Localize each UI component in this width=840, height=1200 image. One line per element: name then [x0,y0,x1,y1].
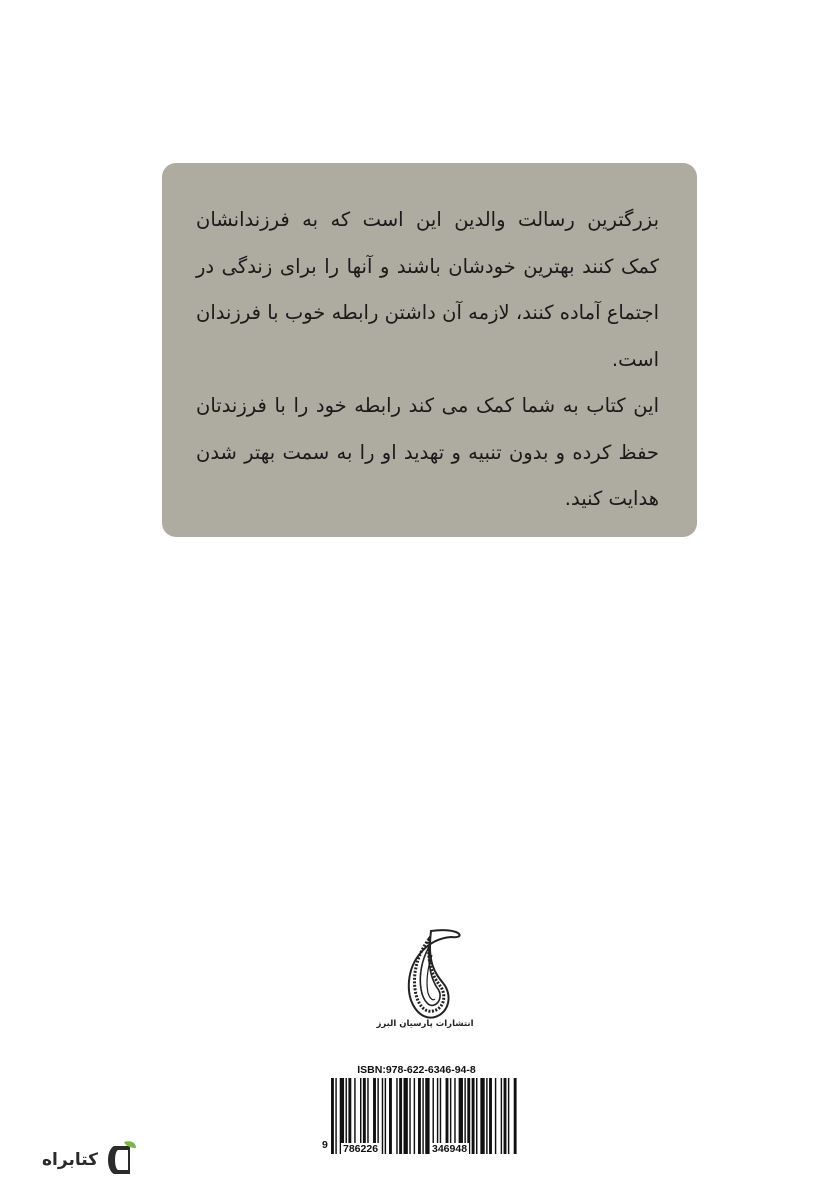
blurb-paragraph-2: این کتاب به شما کمک می کند رابطه خود را با فرزندتان حفظ کرده و بدون تنبیه و تهدید او را به سمت بهتر شدن هدایت کنید. [196,394,659,510]
barcode-digits-right: 346948 [432,1143,468,1155]
blurb-paragraph-1: بزرگترین رسالت والدین این است که به فرزندانشان کمک کنند بهترین خودشان باشند و آنها را برای زندگی در اجتماع آماده کنند، لازمه آن داشتن رابطه خوب با فرزندان است. [196,208,659,371]
book-icon [104,1140,138,1180]
ketabrah-name: کتابراه [42,1150,99,1170]
blurb-text [196,197,659,523]
isbn-label: ISBN:978-622-6346-94-8 [357,1064,476,1076]
barcode-digit-first: 9 [322,1139,328,1151]
ketabrah-watermark [42,1138,138,1182]
publisher-logo-caption: انتشارات پارسیان البرز [376,1019,474,1029]
barcode-digits-left: 786226 [343,1143,379,1155]
back-cover-blurb-panel [162,163,697,537]
